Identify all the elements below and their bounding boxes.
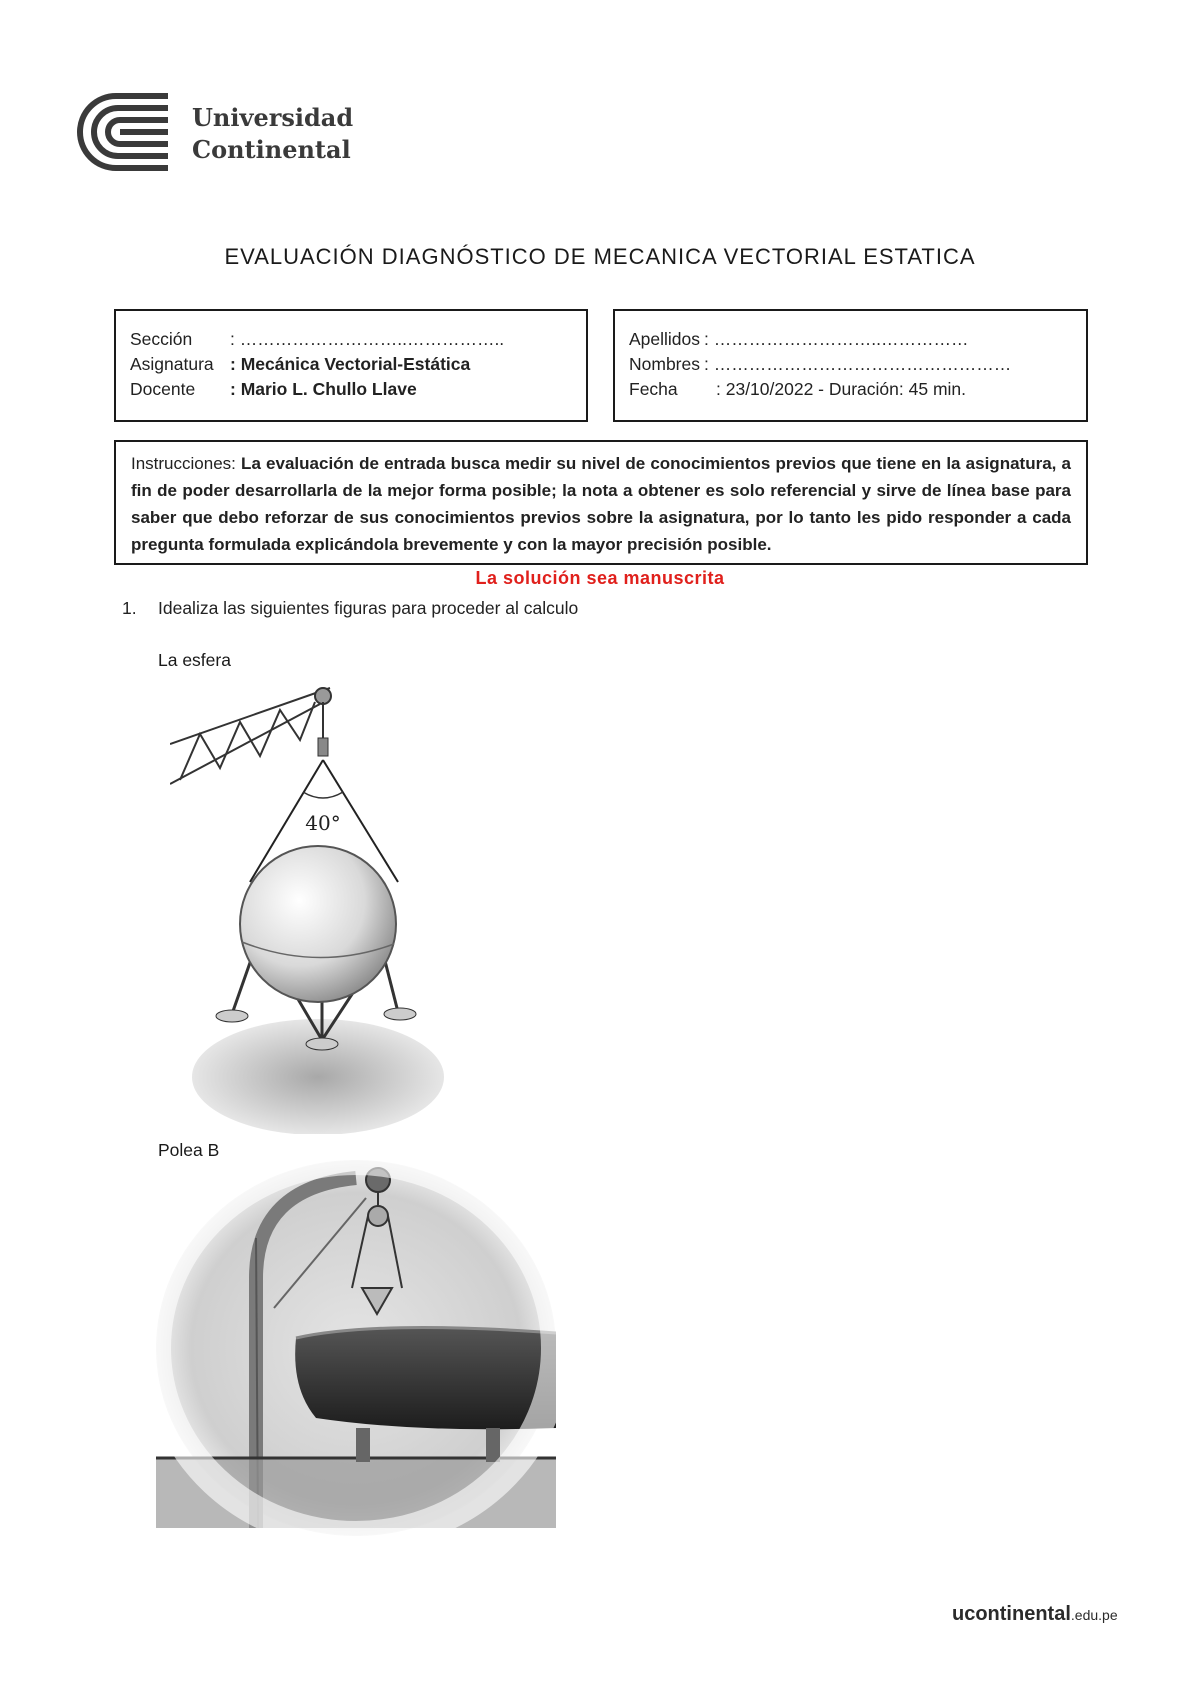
- page-title: EVALUACIÓN DIAGNÓSTICO DE MECANICA VECTORIAL ESTATICA: [224, 244, 976, 269]
- fecha-value: : 23/10/2022 - Duración: 45 min.: [716, 379, 967, 399]
- nombres-row: [629, 352, 1074, 377]
- angle-label: 40°: [305, 811, 341, 835]
- instructions-text: La evaluación de entrada busca medir su nivel de conocimientos previos que tiene en la asignatura, a fin de poder desarrollarla de la mejor forma posible; la nota a obtener es solo referencial y sirve de línea base para saber que debo reforzar de sus conocimientos previos sobre la asignatura, por lo tanto les pido responder a cada pregunta formulada explicándola brevemente y con la mayor precisión posible.: [131, 454, 1071, 554]
- seccion-label: Sección: [130, 329, 193, 349]
- student-info-box: [613, 309, 1088, 422]
- nombres-field[interactable]: : ……………………………………………: [704, 354, 1012, 374]
- fecha-label: Fecha: [629, 379, 678, 399]
- seccion-row: [130, 327, 574, 352]
- apellidos-label: Apellidos: [629, 329, 701, 349]
- apellidos-row: [629, 327, 1074, 352]
- instructions-box: [114, 440, 1088, 565]
- seccion-field[interactable]: : ………………………..……………..: [230, 329, 505, 349]
- logo-line-2: Continental: [192, 135, 351, 164]
- question-1-number: 1.: [122, 598, 137, 618]
- nombres-label: Nombres: [629, 354, 700, 374]
- figure-2-caption: Polea B: [158, 1140, 220, 1160]
- logo-line-1: Universidad: [192, 103, 354, 132]
- continental-logo-icon: [76, 92, 176, 172]
- footer-brand: [952, 1603, 1118, 1626]
- university-logo: [76, 92, 376, 172]
- asignatura-value: : Mecánica Vectorial-Estática: [230, 354, 471, 374]
- handwritten-note: La solución sea manuscrita: [475, 568, 725, 588]
- asignatura-row: [130, 352, 574, 377]
- pulley-boat-figure: [156, 1158, 556, 1536]
- asignatura-label: Asignatura: [130, 354, 214, 374]
- question-1: [122, 598, 578, 619]
- instructions-label: Instrucciones:: [131, 454, 236, 473]
- logo-text: [192, 102, 353, 166]
- figure-1-caption: La esfera: [158, 650, 231, 670]
- apellidos-field[interactable]: : ………………………..……………: [704, 329, 969, 349]
- course-info-box: [114, 309, 588, 422]
- docente-label: Docente: [130, 379, 196, 399]
- docente-value: : Mario L. Chullo Llave: [230, 379, 417, 399]
- footer-brand-domain: .edu.pe: [1070, 1607, 1118, 1623]
- fecha-row: [629, 377, 1074, 402]
- footer-brand-main: ucontinental: [952, 1603, 1071, 1625]
- docente-row: [130, 377, 574, 402]
- question-1-text: Idealiza las siguientes figuras para proceder al calculo: [158, 598, 579, 618]
- sphere-crane-figure: [170, 682, 460, 1134]
